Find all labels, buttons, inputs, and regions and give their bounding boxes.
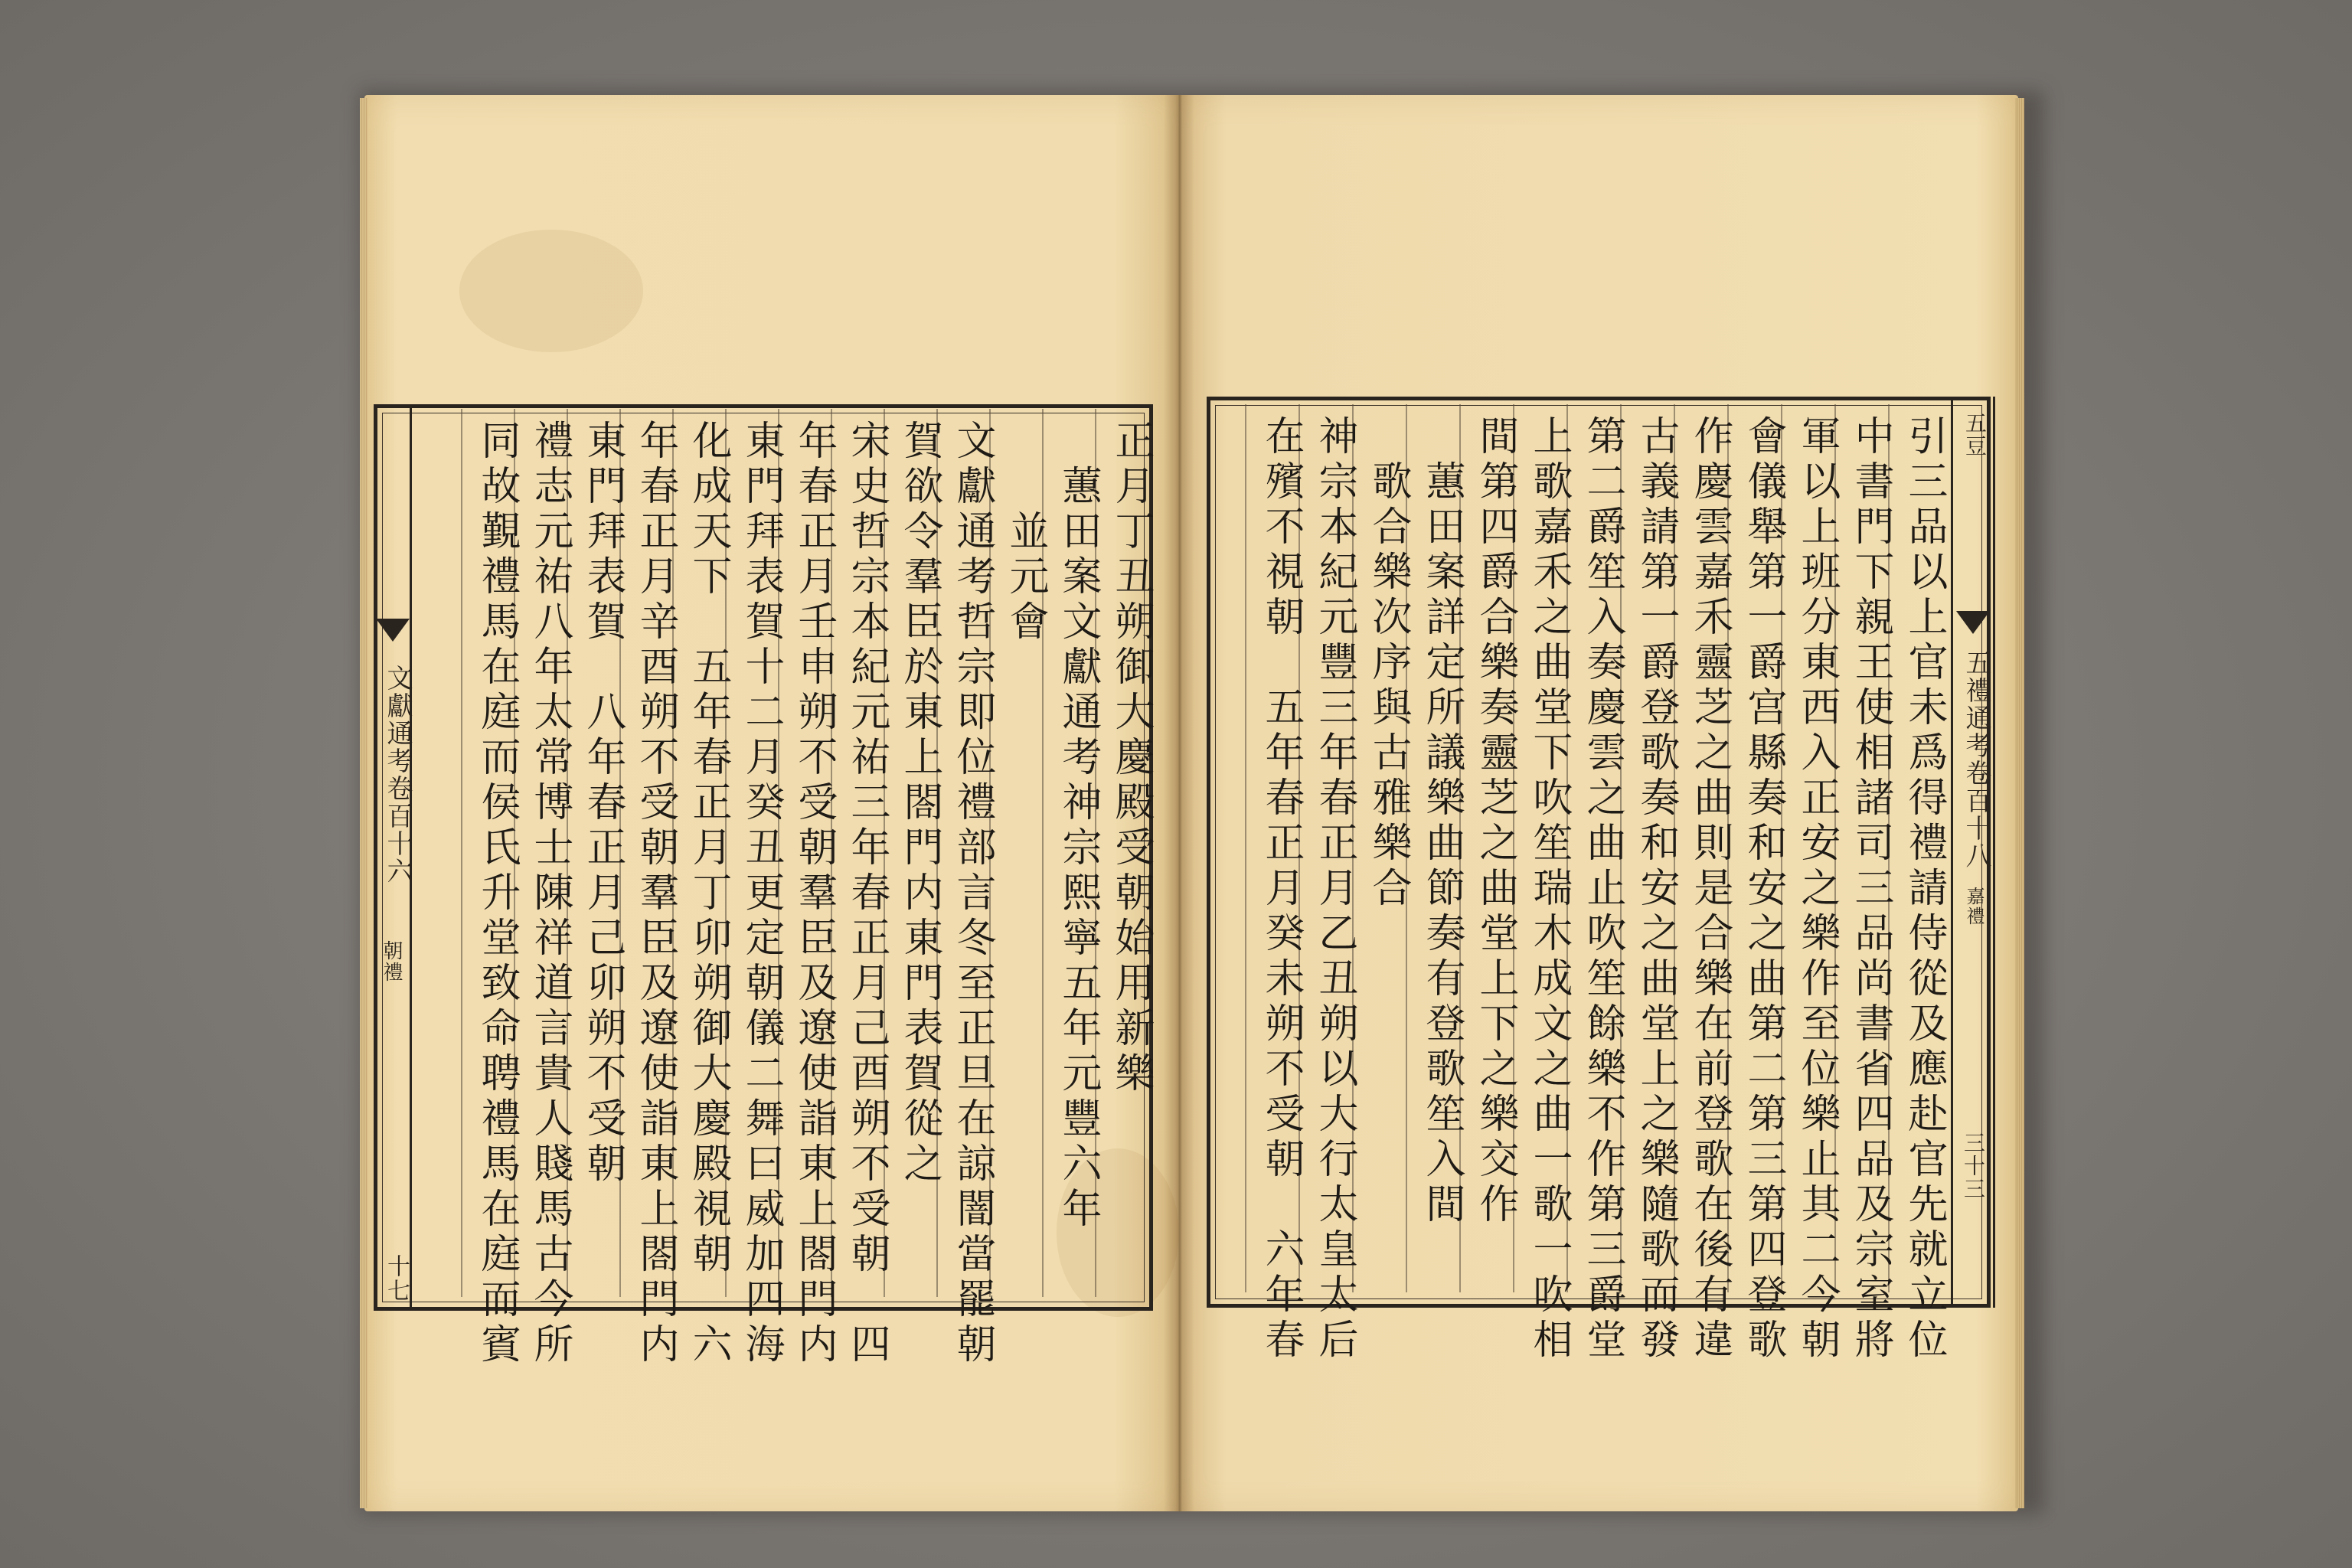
right-banxin [1951,397,1995,1308]
left-banxin [374,404,412,1311]
text-column: 神宗本紀元豐三年春正月乙丑朔以大行太皇太后 [1312,415,1357,1364]
text-column: 在殯不視朝 五年春正月癸未朔不受朝 六年春 [1258,415,1304,1364]
text-column: 東門拜表賀 八年春正月己卯朔不受朝 [580,420,626,1187]
text-column: 化成天下 五年春正月丁卯朔御大慶殿視朝 六 [685,420,731,1368]
left-page-edge [360,98,368,1508]
text-column: 引三品以上官未爲得禮請侍從及應赴官先就立位 [1901,415,1947,1364]
text-column: 上歌嘉禾之曲堂下吹笙瑞木成文之曲一歌一吹相 [1526,415,1572,1364]
text-column: 歌合樂次序與古雅樂合 [1365,415,1411,912]
column-rule [1245,404,1246,1292]
paper-stain [459,230,643,352]
text-column: 正月丁丑朔御大慶殿受朝始用新樂 [1108,420,1154,1097]
left-page-number: 十七 [383,1254,410,1303]
text-column: 宋史哲宗本紀元祐三年春正月己酉朔不受朝 四 [844,420,890,1368]
text-column: 文獻通考哲宗即位禮部言冬至正旦在諒闇當罷朝 [949,420,995,1368]
text-column: 並元會 [1002,420,1048,645]
fish-tail-mark [1956,611,1990,634]
text-column: 作慶雲嘉禾靈芝之曲則是合樂在前登歌在後有違 [1687,415,1733,1364]
right-banxin-title: 五禮通考卷百十八 [1961,649,1991,870]
text-column: 蕙田案詳定所議樂曲節奏有登歌笙入間 [1419,415,1465,1228]
text-column: 會儀舉第一爵宫縣奏和安之曲第二第三第四登歌 [1740,415,1786,1364]
text-column: 第二爵笙入奏慶雲之曲止吹笙餘樂不作第三爵堂 [1579,415,1625,1364]
text-column: 古義請第一爵登歌奏和安之曲堂上之樂隨歌而發 [1633,415,1679,1364]
text-column: 軍以上班分東西入正安之樂作至位樂止其二今朝 [1794,415,1840,1364]
right-banxin-section: 嘉禮 [1963,887,1984,926]
text-column: 年春正月壬申朔不受朝羣臣及遼使詣東上閤門内 [791,420,837,1368]
column-rule [461,409,462,1297]
left-banxin-title: 文獻通考卷百十六 [382,665,413,885]
text-column: 蕙田案文獻通考神宗熙寧五年元豐六年 [1055,420,1101,1233]
text-column: 賀欲令羣臣於東上閤門内東門表賀從之 [897,420,942,1187]
text-column: 同故覲禮馬在庭而侯氏升堂致命聘禮馬在庭而賓 [474,420,520,1368]
right-page-edge [2015,98,2024,1508]
right-page-number: 五豆 [1962,412,1988,458]
fish-tail-mark [376,619,410,642]
text-column: 禮志元祐八年太常博士陳祥道言貴人賤馬古今所 [527,420,573,1368]
text-column: 中書門下親王使相諸司三品尚書省四品及宗室將 [1847,415,1893,1364]
book-gutter [1164,95,1194,1511]
text-column: 間第四爵合樂奏靈芝之曲堂上下之樂交作 [1472,415,1518,1228]
left-banxin-section: 朝禮 [380,940,403,983]
text-column: 東門拜表賀十二月癸丑更定朝儀二舞曰威加四海 [738,420,784,1368]
right-banxin-page-number: 三十三 [1961,1132,1986,1200]
text-column: 年春正月辛酉朔不受朝羣臣及遼使詣東上閤門内 [632,420,678,1368]
